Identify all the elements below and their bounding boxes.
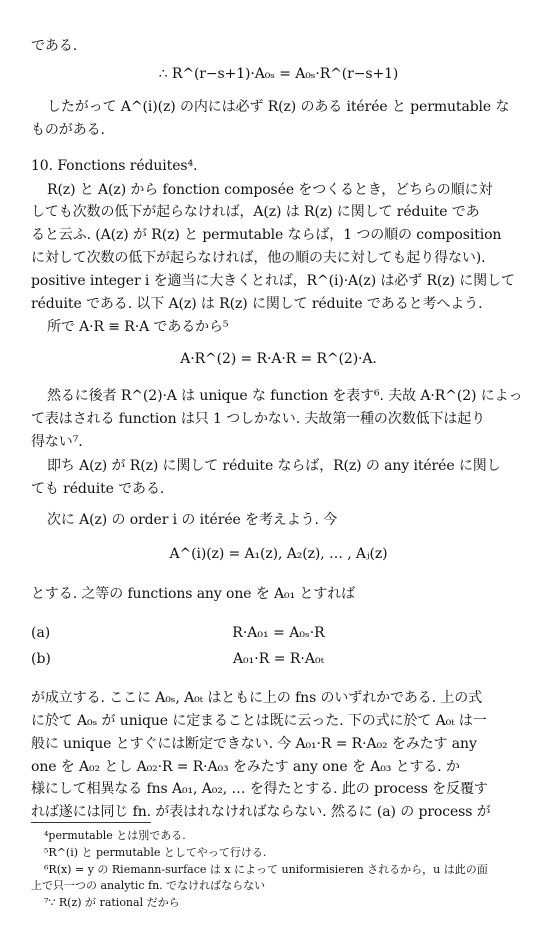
text-line: である. xyxy=(31,38,78,54)
text-line: が成立する. ここに A₀ₛ, A₀ₜ はともに上の fns のいずれかである. 上の式 xyxy=(31,690,483,706)
display-equation: A·R^(2) = R·A·R = R^(2)·A. xyxy=(180,351,377,367)
text-line: 得ない⁷. xyxy=(31,434,83,450)
text-line: したがって A^(i)(z) の内には必ず R(z) のある itérée と permutable な xyxy=(47,99,510,115)
text-line: R(z) と A(z) から fonction composée をつくるとき，どちらの順に対 xyxy=(47,182,493,198)
text-line: に於て A₀ₛ が unique に定まることは既に云った. 下の式に於て A₀ₜ は一 xyxy=(31,713,487,729)
display-equation: R·A₀₁ = A₀ₛ·R xyxy=(232,625,325,641)
footnote: ⁴permutable とは別である. xyxy=(44,829,186,842)
text-line: ものがある. xyxy=(31,122,105,138)
text-line: 様にして相異なる fns A₀₁, A₀₂, … を得たとする. 此の process を反覆す xyxy=(31,781,488,797)
text-line: 所で A·R ≡ R·A であるから⁵ xyxy=(47,319,229,335)
footnote: ⁶R(x) = y の Riemann-surface は x によって uniformisieren されるから，u は此の面 xyxy=(44,863,488,876)
footnote: 上で只一つの analytic fn. でなければならない xyxy=(31,879,266,892)
footnote: ⁵R^(i) と permutable としてやって行ける. xyxy=(44,846,267,859)
text-line: positive integer i を適当に大きくとれば，R^(i)·A(z) は必ず R(z) に関して xyxy=(31,273,515,289)
text-line: ても réduite である. xyxy=(31,481,165,497)
text-line: 般に unique とすぐには断定できない. 今 A₀₁·R = R·A₀₂ をみたす any xyxy=(31,736,477,752)
text-line: 然るに後者 R^(2)·A は unique な function を表す⁶. 夫故 A·R^(2) によっ xyxy=(47,388,523,404)
display-equation: A^(i)(z) = A₁(z), A₂(z), … , Aⱼ(z) xyxy=(169,546,388,562)
text-line: one を A₀₂ とし A₀₂·R = R·A₀₃ をみたす any one を A₀₃ とする. か xyxy=(31,759,460,775)
text-line: に対して次数の低下が起らなければ，他の順の夫に対しても起り得ない). xyxy=(31,250,486,266)
text-line: 次に A(z) の order i の itérée を考えよう. 今 xyxy=(47,512,338,528)
text-line: ると云ふ. (A(z) が R(z) と permutable ならば，1 つの順の composition xyxy=(31,227,502,243)
section-heading: 10. Fonctions réduites⁴. xyxy=(31,158,198,174)
display-equation: ∴ R^(r−s+1)·A₀ₛ = A₀ₛ·R^(r−s+1) xyxy=(158,66,399,82)
text-line: れば遂には同じ fn. が表はれなければならない. 然るに (a) の process が xyxy=(31,804,491,820)
text-line: réduite である. 以下 A(z) は R(z) に関して réduite であると考へよう. xyxy=(31,296,483,312)
equation-label: (a) xyxy=(31,625,51,641)
footnote: ⁷∵ R(z) が rational だから xyxy=(44,896,180,909)
text-line: て表はされる function は只 1 つしかない. 夫故第一種の次数低下は起り xyxy=(31,411,486,427)
text-line: しても次数の低下が起らなければ，A(z) は R(z) に関して réduite であ xyxy=(31,204,480,220)
display-equation: A₀₁·R = R·A₀ₜ xyxy=(232,651,325,667)
equation-label: (b) xyxy=(31,651,51,667)
text-line: 即ち A(z) が R(z) に関して réduite ならば，R(z) の any itérée に関し xyxy=(47,458,501,474)
footnote-rule xyxy=(31,822,151,823)
text-line: とする. 之等の functions any one を A₀₁ とすれば xyxy=(31,586,356,602)
